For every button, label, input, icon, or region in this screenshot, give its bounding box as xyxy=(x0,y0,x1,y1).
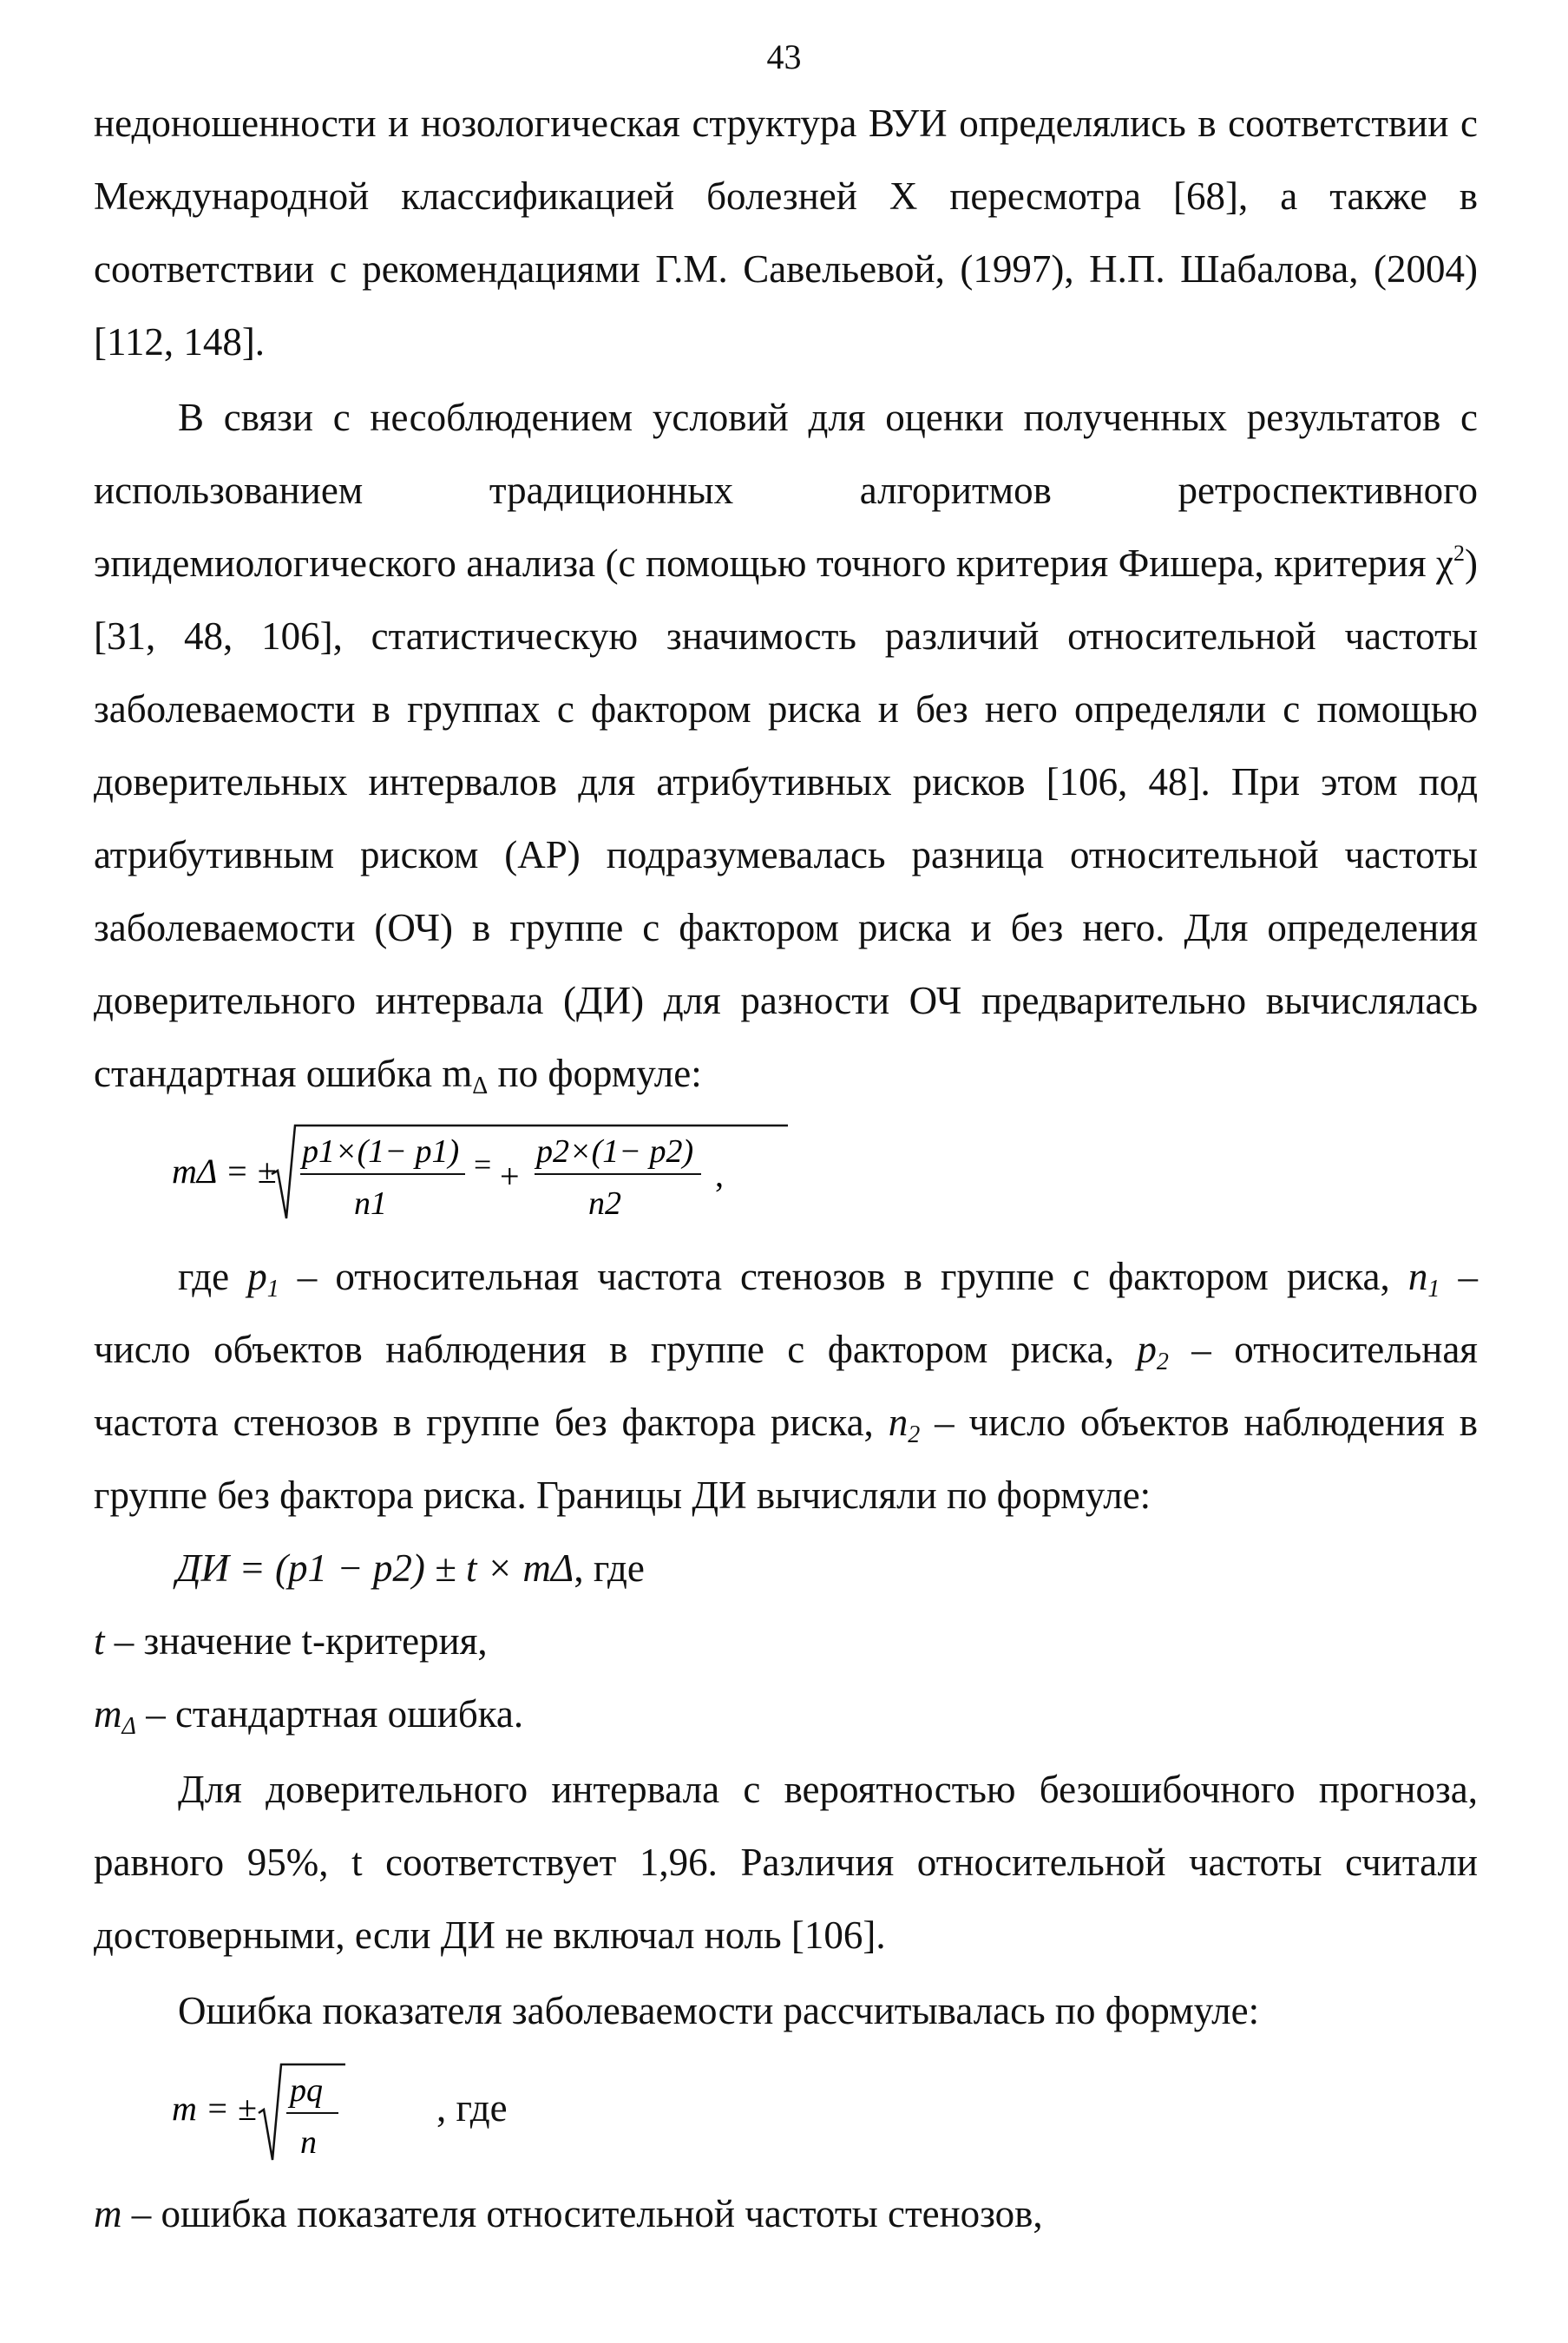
formula1-den1: n1 xyxy=(354,1185,387,1222)
paragraph-5: Ошибка показателя заболеваемости рассчитывалась по формуле: xyxy=(178,1989,1260,2032)
formula1-tail: , xyxy=(715,1155,724,1194)
body-text xyxy=(94,87,1478,2250)
paragraph-1: недоношенности и нозологическая структура ВУИ определялись в соответствии с Международной классификацией болезней Х пересмотра [68], а также в соответствии с рекомендациями Г.М. Савельевой, (1997), Н.П. Шабалова, (2004) [112, 148]. xyxy=(94,102,1478,364)
formula3-den: n xyxy=(300,2124,317,2161)
definition-t: t – значение t-критерия, xyxy=(94,1619,488,1663)
formula1-den2: n2 xyxy=(588,1185,621,1222)
formula1-op1: = xyxy=(474,1147,492,1182)
formula-standard-error-svg xyxy=(94,1110,788,1240)
paragraph-2: В связи с несоблюдением условий для оценки полученных результатов с использованием традиционных алгоритмов ретроспективного эпидемиологического анализа (с помощью точного критерия Фишера, критерия $\chi^2$) [31, 48, 106], статистическую значимость различий относительной частоты заболеваемости в группах с фактором риска и без него определяли с помощью доверительных интервалов для атрибутивных рисков [106, 48]. При этом под атрибутивным риском (АР) подразумевалась разница относительной частоты заболеваемости (ОЧ) в группе с фактором риска и без него. Для определения доверительного интервала (ДИ) для разности ОЧ предварительно вычислялась стандартная ошибка $m_\Delta$ по формуле: xyxy=(94,396,1478,1099)
formula-rate-error-svg xyxy=(94,2047,441,2177)
definition-m-delta: $m_\Delta$ – стандартная ошибка. xyxy=(94,1692,524,1740)
page-number: 43 xyxy=(766,37,802,76)
formula3-tail: , где xyxy=(436,2086,508,2130)
formula1-num2: p2×(1− p2) xyxy=(536,1133,694,1170)
formula1-num1: p1×(1− p1) xyxy=(302,1133,460,1170)
formula-standard-error xyxy=(94,1110,1478,1240)
definition-m: m – ошибка показателя относительной частоты стенозов, xyxy=(94,2192,1043,2235)
paragraph-3: где $p_1$ – относительная частота стенозов в группе с фактором риска, $n_1$ – число объектов наблюдения в группе с фактором риска, $p_2$ – относительная частота стенозов в группе без фактора риска, $n_2$ – число объектов наблюдения в группе без фактора риска. Границы ДИ вычисляли по формуле: xyxy=(94,1255,1478,1517)
formula-confidence-interval: ДИ = (p1 − p2) ± t × mΔ, где xyxy=(176,1546,645,1590)
paragraph-4: Для доверительного интервала с вероятностью безошибочного прогноза, равного 95%, t соответствует 1,96. Различия относительной частоты считали достоверными, если ДИ не включал ноль [106]. xyxy=(94,1768,1478,1957)
formula3-lhs: m = ± xyxy=(172,2089,257,2128)
formula1-lhs: mΔ = ± xyxy=(172,1152,277,1191)
formula1-plus: + xyxy=(500,1157,520,1196)
formula-rate-error xyxy=(94,2047,1478,2177)
formula3-num: pq xyxy=(290,2072,323,2109)
